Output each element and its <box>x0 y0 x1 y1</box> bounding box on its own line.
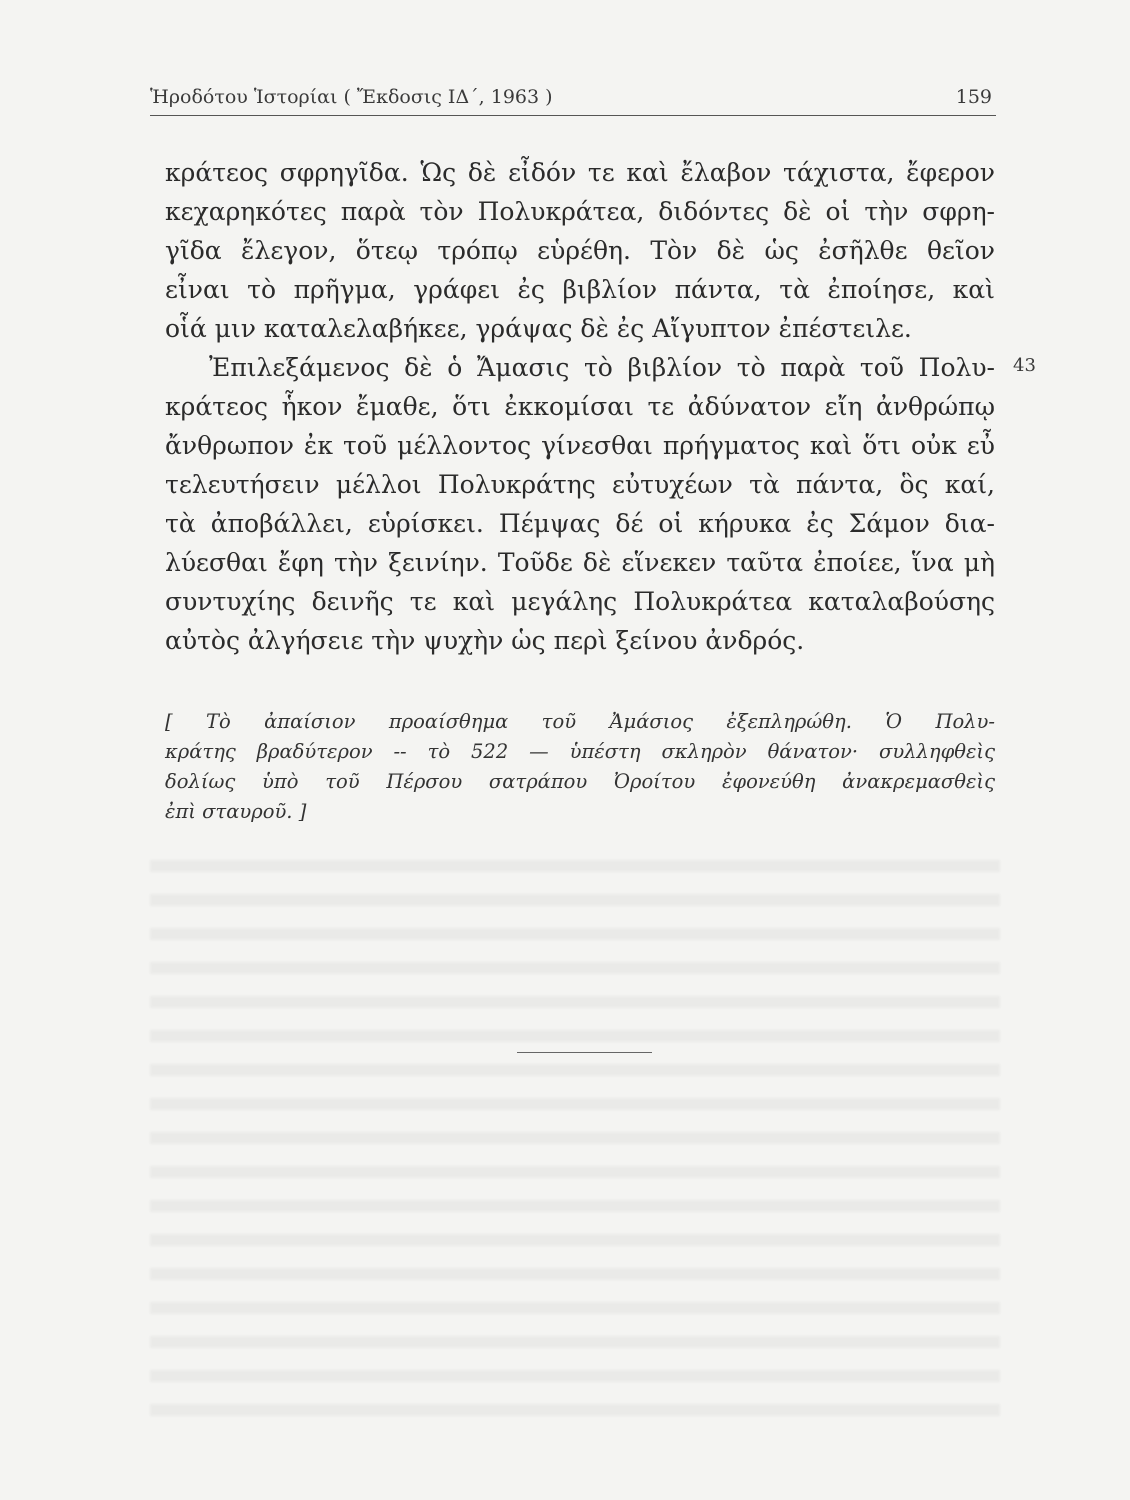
text-line: ἄνθρωπον ἐκ τοῦ μέλλοντος γίνεσθαι πρήγματος καὶ ὅτι οὐκ εὖ <box>165 431 995 460</box>
text-line: οἷά μιν καταλελαβήκεε, γράψας δὲ ἐς Αἴγυπτον ἐπέστειλε. <box>165 314 912 343</box>
section-end-rule <box>517 1052 652 1053</box>
note-line: κράτης βραδύτερον -- τὸ 522 — ὑπέστη σκληρὸν θάνατον· συλληφθεὶς <box>165 740 995 763</box>
text-line: κεχαρηκότες παρὰ τὸν Πολυκράτεα, διδόντες δὲ οἱ τὴν σφρη- <box>165 197 995 226</box>
text-line: τελευτήσειν μέλλοι Πολυκράτης εὐτυχέων τὰ πάντα, ὃς καί, <box>165 470 995 499</box>
editorial-note <box>165 707 995 827</box>
text-line: λύεσθαι ἔφη τὴν ξεινίην. Τοῦδε δὲ εἵνεκεν ταῦτα ἐποίεε, ἵνα μὴ <box>165 548 995 577</box>
page-number: 159 <box>955 86 992 108</box>
text-line: κράτεος σφρηγῖδα. Ὡς δὲ εἶδόν τε καὶ ἔλαβον τάχιστα, ἔφερον <box>165 158 995 187</box>
text-line: γῖδα ἔλεγον, ὅτεῳ τρόπῳ εὑρέθη. Τὸν δὲ ὡς ἐσῆλθε θεῖον <box>165 236 995 265</box>
note-line: [ Τὸ ἀπαίσιον προαίσθημα τοῦ Ἀμάσιος ἐξεπληρώθη. Ὁ Πολυ- <box>165 710 995 733</box>
text-line: αὐτὸς ἀλγήσειε τὴν ψυχὴν ὡς περὶ ξείνου ἀνδρός. <box>165 626 805 655</box>
text-line: τὰ ἀποβάλλει, εὑρίσκει. Πέμψας δέ οἱ κήρυκα ἐς Σάμον δια- <box>165 509 995 538</box>
text-line: κράτεος ἧκον ἔμαθε, ὅτι ἐκκομίσαι τε ἀδύνατον εἴη ἀνθρώπῳ <box>165 392 995 421</box>
header-rule <box>150 115 996 116</box>
running-header <box>150 82 992 112</box>
note-line: δολίως ὑπὸ τοῦ Πέρσου σατράπου Ὀροίτου ἐφονεύθη ἀνακρεμασθεὶς <box>165 770 995 793</box>
text-line: Ἐπιλεξάμενος δὲ ὁ Ἄμασις τὸ βιβλίον τὸ παρὰ τοῦ Πολυ- <box>165 353 995 382</box>
text-line: συντυχίης δεινῆς τε καὶ μεγάλης Πολυκράτεα καταλαβούσης <box>165 587 995 616</box>
note-line: ἐπὶ σταυροῦ. ] <box>165 800 307 823</box>
chapter-margin-number: 43 <box>1013 355 1036 376</box>
running-header-title: Ἡροδότου Ἱστορίαι ( Ἔκδοσις ΙΔ΄, 1963 ) <box>150 86 553 108</box>
body-text <box>165 153 995 660</box>
text-line: εἶναι τὸ πρῆγμα, γράφει ἐς βιβλίον πάντα, τὰ ἐποίησε, καὶ <box>165 275 995 304</box>
reverse-side-show-through <box>150 860 1000 1420</box>
